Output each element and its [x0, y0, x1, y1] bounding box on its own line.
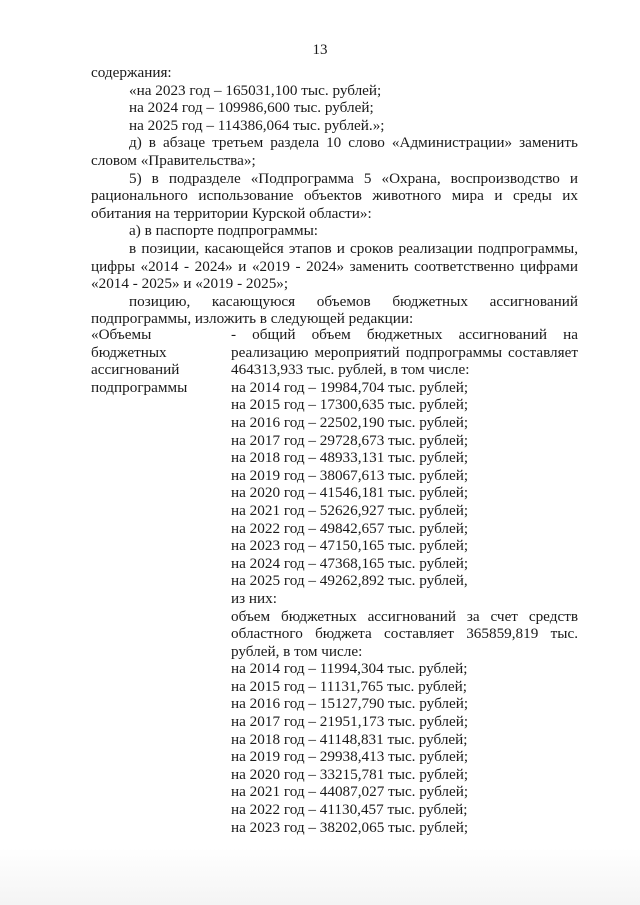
table-value-line: на 2022 год – 41130,457 тыс. рублей;	[231, 801, 468, 819]
table-value-line: на 2018 год – 41148,831 тыс. рублей;	[231, 730, 468, 748]
table-value-line: на 2023 год – 38202,065 тыс. рублей;	[231, 818, 469, 836]
table-value-line: на 2014 год – 11994,304 тыс. рублей;	[231, 660, 468, 678]
table-label-column	[91, 326, 231, 396]
paragraph-line: на 2025 год – 114386,064 тыс. рублей.»;	[129, 116, 385, 134]
paragraph-line: а) в паспорте подпрограммы:	[129, 222, 318, 240]
scan-bottom-edge	[0, 848, 640, 905]
table-value-line: на 2025 год – 49262,892 тыс. рублей,	[231, 572, 468, 590]
table-value-line: 464313,933 тыс. рублей, в том числе:	[231, 361, 470, 379]
table-value-line: на 2017 год – 21951,173 тыс. рублей;	[231, 713, 469, 731]
table-value-line: на 2020 год – 41546,181 тыс. рублей;	[231, 484, 469, 502]
table-value-line: на 2015 год – 17300,635 тыс. рублей;	[231, 396, 469, 414]
table-value-line: - общий объем бюджетных ассигнований на	[231, 326, 578, 343]
paragraph-line: рационального использование объектов животного мира и среды их	[91, 187, 578, 205]
table-value-line: на 2016 год – 22502,190 тыс. рублей;	[231, 413, 469, 431]
table-value-line: на 2015 год – 11131,765 тыс. рублей;	[231, 677, 467, 695]
paragraph-line: 5) в подразделе «Подпрограмма 5 «Охрана, воспроизводство и	[129, 169, 578, 187]
paragraph-line: подпрограммы, изложить в следующей редакции:	[91, 310, 414, 328]
paragraph-line: позицию, касающуюся объемов бюджетных ассигнований	[129, 292, 578, 310]
table-value-line: на 2019 год – 38067,613 тыс. рублей;	[231, 466, 469, 484]
paragraph-line: словом «Правительства»;	[91, 151, 256, 169]
table-value-line: областного бюджета составляет 365859,819 тыс.	[231, 625, 578, 643]
table-label-line: «Объемы	[91, 326, 152, 343]
table-value-line: на 2016 год – 15127,790 тыс. рублей;	[231, 695, 469, 713]
table-value-line: на 2017 год – 29728,673 тыс. рублей;	[231, 431, 469, 449]
paragraph-line: в позиции, касающейся этапов и сроков реализации подпрограммы,	[129, 239, 578, 257]
table-value-line: на 2021 год – 52626,927 тыс. рублей;	[231, 501, 469, 519]
paragraph-line: «2014 - 2025» и «2019 - 2025»;	[91, 275, 289, 293]
table-label-line: подпрограммы	[91, 378, 188, 396]
table-value-line: рублей, в том числе:	[231, 642, 363, 660]
paragraph-line: цифры «2014 - 2024» и «2019 - 2024» заменить соответственно цифрами	[91, 257, 578, 275]
table-value-line: на 2020 год – 33215,781 тыс. рублей;	[231, 765, 469, 783]
table-value-line: на 2022 год – 49842,657 тыс. рублей;	[231, 519, 469, 537]
page-number: 13	[312, 42, 328, 58]
table-value-column	[231, 326, 578, 836]
table-value-line: на 2023 год – 47150,165 тыс. рублей;	[231, 537, 469, 555]
paragraph-line: «на 2023 год – 165031,100 тыс. рублей;	[129, 81, 382, 99]
table-value-line: на 2014 год – 19984,704 тыс. рублей;	[231, 378, 469, 396]
table-value-line: из них:	[231, 589, 277, 607]
table-label-line: ассигнований	[91, 361, 180, 379]
table-value-line: на 2021 год – 44087,027 тыс. рублей;	[231, 783, 469, 801]
paragraph-line: на 2024 год – 109986,600 тыс. рублей;	[129, 99, 374, 117]
paragraph-line: д) в абзаце третьем раздела 10 слово «Администрации» заменить	[129, 134, 578, 152]
table-value-line: на 2018 год – 48933,131 тыс. рублей;	[231, 449, 469, 467]
paragraph-line: обитания на территории Курской области»:	[91, 204, 372, 222]
table-value-line: на 2019 год – 29938,413 тыс. рублей;	[231, 748, 469, 766]
table-label-line: бюджетных	[91, 343, 167, 361]
document-body	[91, 64, 578, 328]
table-value-line: объем бюджетных ассигнований за счет средств	[231, 607, 578, 625]
paragraph-line: содержания:	[91, 64, 172, 81]
table-value-line: на 2024 год – 47368,165 тыс. рублей;	[231, 554, 469, 572]
table-value-line: реализацию мероприятий подпрограммы составляет	[231, 343, 578, 361]
